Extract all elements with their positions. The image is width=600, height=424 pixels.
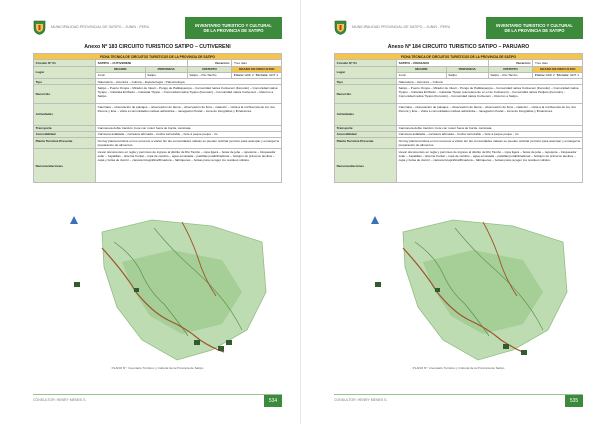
report-banner bbox=[486, 17, 583, 39]
difficulty-header: GRADO DE DIFICULTAD bbox=[232, 66, 282, 72]
facilities-label: Planta Turística Presente bbox=[34, 137, 96, 148]
transport-value: Camioneta doble tracción, bote con motor fuera de borda, caminata. bbox=[397, 125, 583, 131]
circuit-name: SATIPO – CUTIVERENI bbox=[97, 60, 132, 65]
map-caption: PLANO N°: Inventario Turístico y Cultural de la Provincia de Satipo bbox=[111, 366, 204, 370]
circuit-sheet-table bbox=[33, 53, 282, 183]
region-header: REGION bbox=[96, 66, 146, 72]
report-banner bbox=[185, 17, 282, 39]
circuit-label: Circuito Nº 01 bbox=[34, 60, 96, 66]
duration-label: Duración: bbox=[516, 60, 531, 65]
banner-line: INVENTARIO TURISTICO Y CULTURAL bbox=[496, 22, 573, 28]
route-value: Satipo – Puerto Ocopa – Mirador de Inkari – Pongo de Paltikayampa – Comunidad nativa Cutivereni (Ferocán) – Comunidad nativa Tiyapo – Catarata El Miedo – Catarata Tiyapo – Comunidad nativa Tiyapo (Ferocán) – Comunidad nativa Cutivereni – Retorno a Satipo. bbox=[96, 85, 282, 104]
consultant-name: CONSULTOR: HENRY MENES S. bbox=[33, 398, 87, 402]
recommendations-value: Llevar documentos en regla y permisos de ingreso al distrito de Río Tambo – ropa ligera – botas de jebe – repelente – bloqueador solar – zapatillas – linterna frontal – ropa de cambio – agua envasada – pastillas potabilizadoras – botiquín de primeros auxilios – capa y bolsa de dormir – cámara fotográfica/filmadora – faltriqueras – bolsas para recoger los residuos sólidos. bbox=[96, 149, 282, 183]
recommendations-value: Llevar documentos en regla y permisos de ingreso al distrito de Río Tambo – ropa ligera – botas de jebe – repelente – bloqueador solar – zapatillas – linterna frontal – ropa de cambio – agua envasada – pastillas potabilizadoras – botiquín de primeros auxilios – capa y bolsa de dormir – cámara fotográfica/filmadora – faltriqueras – bolsas para recoger los residuos sólidos. bbox=[397, 149, 583, 183]
banner-line: DE LA PROVINCIA DE SATIPO bbox=[504, 28, 565, 33]
circuit-label: Circuito Nº 01 bbox=[335, 60, 397, 66]
difficulty-value: Física: GDF 2 Técnica: GDT 1 bbox=[533, 72, 583, 78]
recommendations-label: Recomendaciones bbox=[335, 149, 397, 183]
duration-label: Duración: bbox=[215, 60, 230, 65]
access-label: Accesibilidad bbox=[335, 131, 397, 137]
circuit-sheet-table bbox=[334, 53, 583, 183]
org-name: MUNICIPALIDAD PROVINCIAL DE SATIPO – JUNIN - PERU bbox=[51, 25, 150, 29]
activities-value: Caminata – observación de paisajes – observación de fauna – observación de flora – natación – visita a la confluencia de los ríos Perené y Ene – visita a comunidades nativas asháninka – navegación fluvial – toma de fotografías y filmaciones. bbox=[96, 104, 282, 125]
sheet-header: FICHA TECNICA DE CIRCUITOS TURISTICOS DE LA PROVINCIA DE SATIPO bbox=[34, 54, 282, 60]
route-label: Recorrido bbox=[34, 85, 96, 104]
transport-value: Camioneta doble tracción, bote con motor fuera de borda, caminata. bbox=[96, 125, 282, 131]
duration-value: Tres días bbox=[533, 60, 583, 66]
circuit-name: SATIPO – PARIJARO bbox=[398, 60, 430, 65]
district-value: Satipo – Río Tambo bbox=[488, 72, 533, 78]
transport-label: Transporte bbox=[335, 125, 397, 131]
region-value: Junín bbox=[96, 72, 146, 78]
page-number: 535 bbox=[565, 395, 583, 407]
org-name: MUNICIPALIDAD PROVINCIAL DE SATIPO – JUNIN - PERU bbox=[352, 25, 451, 29]
page-right bbox=[300, 0, 600, 424]
route-map-image bbox=[363, 212, 569, 364]
annex-title: Anexo Nº 183 CIRCUITO TURISTICO SATIPO – CUTIVERENI bbox=[84, 44, 231, 50]
transport-label: Transporte bbox=[34, 125, 96, 131]
difficulty-header: GRADO DE DIFICULTAD bbox=[533, 66, 583, 72]
province-header: PROVINCIA bbox=[446, 66, 488, 72]
page-header bbox=[33, 17, 282, 39]
page-number: 534 bbox=[264, 395, 282, 407]
activities-label: Actividades bbox=[34, 104, 96, 125]
type-value: Naturaleza – Aventura – Cultura – Espeleología - Paleontología bbox=[96, 78, 282, 84]
place-label: Lugar bbox=[335, 66, 397, 78]
route-value: Satipo – Puerto Ocopa – Mirador de Inkari – Pongo de Paltikayampa – Comunidad nativa Cutivereni (Ferocán) – Comunidad nativa Tiyapo – Catarata El Miedo – Catarata Tiyapo (campamento en el de Cutivereni) – Comunidad nativa Parijaro (Ferocán) – Comunidad nativa Tiyapo (Ferocán) – Comunidad nativa Cutivereni – Retorno a Satipo. bbox=[397, 85, 583, 104]
type-value: Naturaleza – Aventura – Cultura bbox=[397, 78, 583, 84]
province-header: PROVINCIA bbox=[145, 66, 187, 72]
district-value: Satipo – Río Tambo bbox=[187, 72, 232, 78]
place-label: Lugar bbox=[34, 66, 96, 78]
sheet-header: FICHA TECNICA DE CIRCUITOS TURISTICOS DE LA PROVINCIA DE SATIPO bbox=[335, 54, 583, 60]
facilities-label: Planta Turística Presente bbox=[335, 137, 397, 148]
access-value: Carretera asfaltada – carretera afirmada – trocha carrozable – bote a peque peque - río bbox=[96, 131, 282, 137]
page-footer bbox=[33, 394, 282, 407]
annex-title: Anexo Nº 184 CIRCUITO TURISTICO SATIPO – PARIJARO bbox=[387, 44, 530, 50]
banner-line: DE LA PROVINCIA DE SATIPO bbox=[203, 28, 264, 33]
access-value: Carretera asfaltada – carretera afirmada – trocha carrozable – bote a peque peque - río bbox=[397, 131, 583, 137]
activities-value: Caminata – observación de paisajes – observación de fauna – observación de flora – natación – visita a la confluencia de los ríos Perené y Ene – visita a comunidades nativas asháninka – navegación fluvial – toma de fotografías y filmaciones. bbox=[397, 104, 583, 125]
province-value: Satipo bbox=[145, 72, 187, 78]
route-label: Recorrido bbox=[335, 85, 397, 104]
route-map-image bbox=[62, 212, 268, 364]
recommendations-label: Recomendaciones bbox=[34, 149, 96, 183]
access-label: Accesibilidad bbox=[34, 131, 96, 137]
type-label: Tipo bbox=[34, 78, 96, 84]
activities-label: Actividades bbox=[335, 104, 397, 125]
consultant-name: CONSULTOR: HENRY MENES S. bbox=[334, 398, 388, 402]
page-header bbox=[334, 17, 583, 39]
municipal-crest-icon bbox=[33, 20, 46, 35]
page-footer bbox=[334, 394, 583, 407]
province-value: Satipo bbox=[446, 72, 488, 78]
difficulty-value: Física: GDF 2 Técnica: GDT 1 bbox=[232, 72, 282, 78]
facilities-value: No hay planta turística en los recursos a visitar. En las comunidades nativas se pueden solicitar permiso para acampar y encargar la preparación de alimentos. bbox=[96, 137, 282, 148]
district-header: DISTRITO bbox=[187, 66, 232, 72]
region-header: REGION bbox=[397, 66, 447, 72]
duration-value: Tres días bbox=[232, 60, 282, 66]
facilities-value: No hay planta turística en los recursos a visitar. En las comunidades nativas se pueden solicitar permiso para acampar y encargar la preparación de alimentos. bbox=[397, 137, 583, 148]
banner-line: INVENTARIO TURISTICO Y CULTURAL bbox=[195, 22, 272, 28]
type-label: Tipo bbox=[335, 78, 397, 84]
municipal-crest-icon bbox=[334, 20, 347, 35]
district-header: DISTRITO bbox=[488, 66, 533, 72]
map-caption: PLANO N°: Inventario Turístico y Cultural de la Provincia de Satipo bbox=[412, 366, 505, 370]
region-value: Junín bbox=[397, 72, 447, 78]
